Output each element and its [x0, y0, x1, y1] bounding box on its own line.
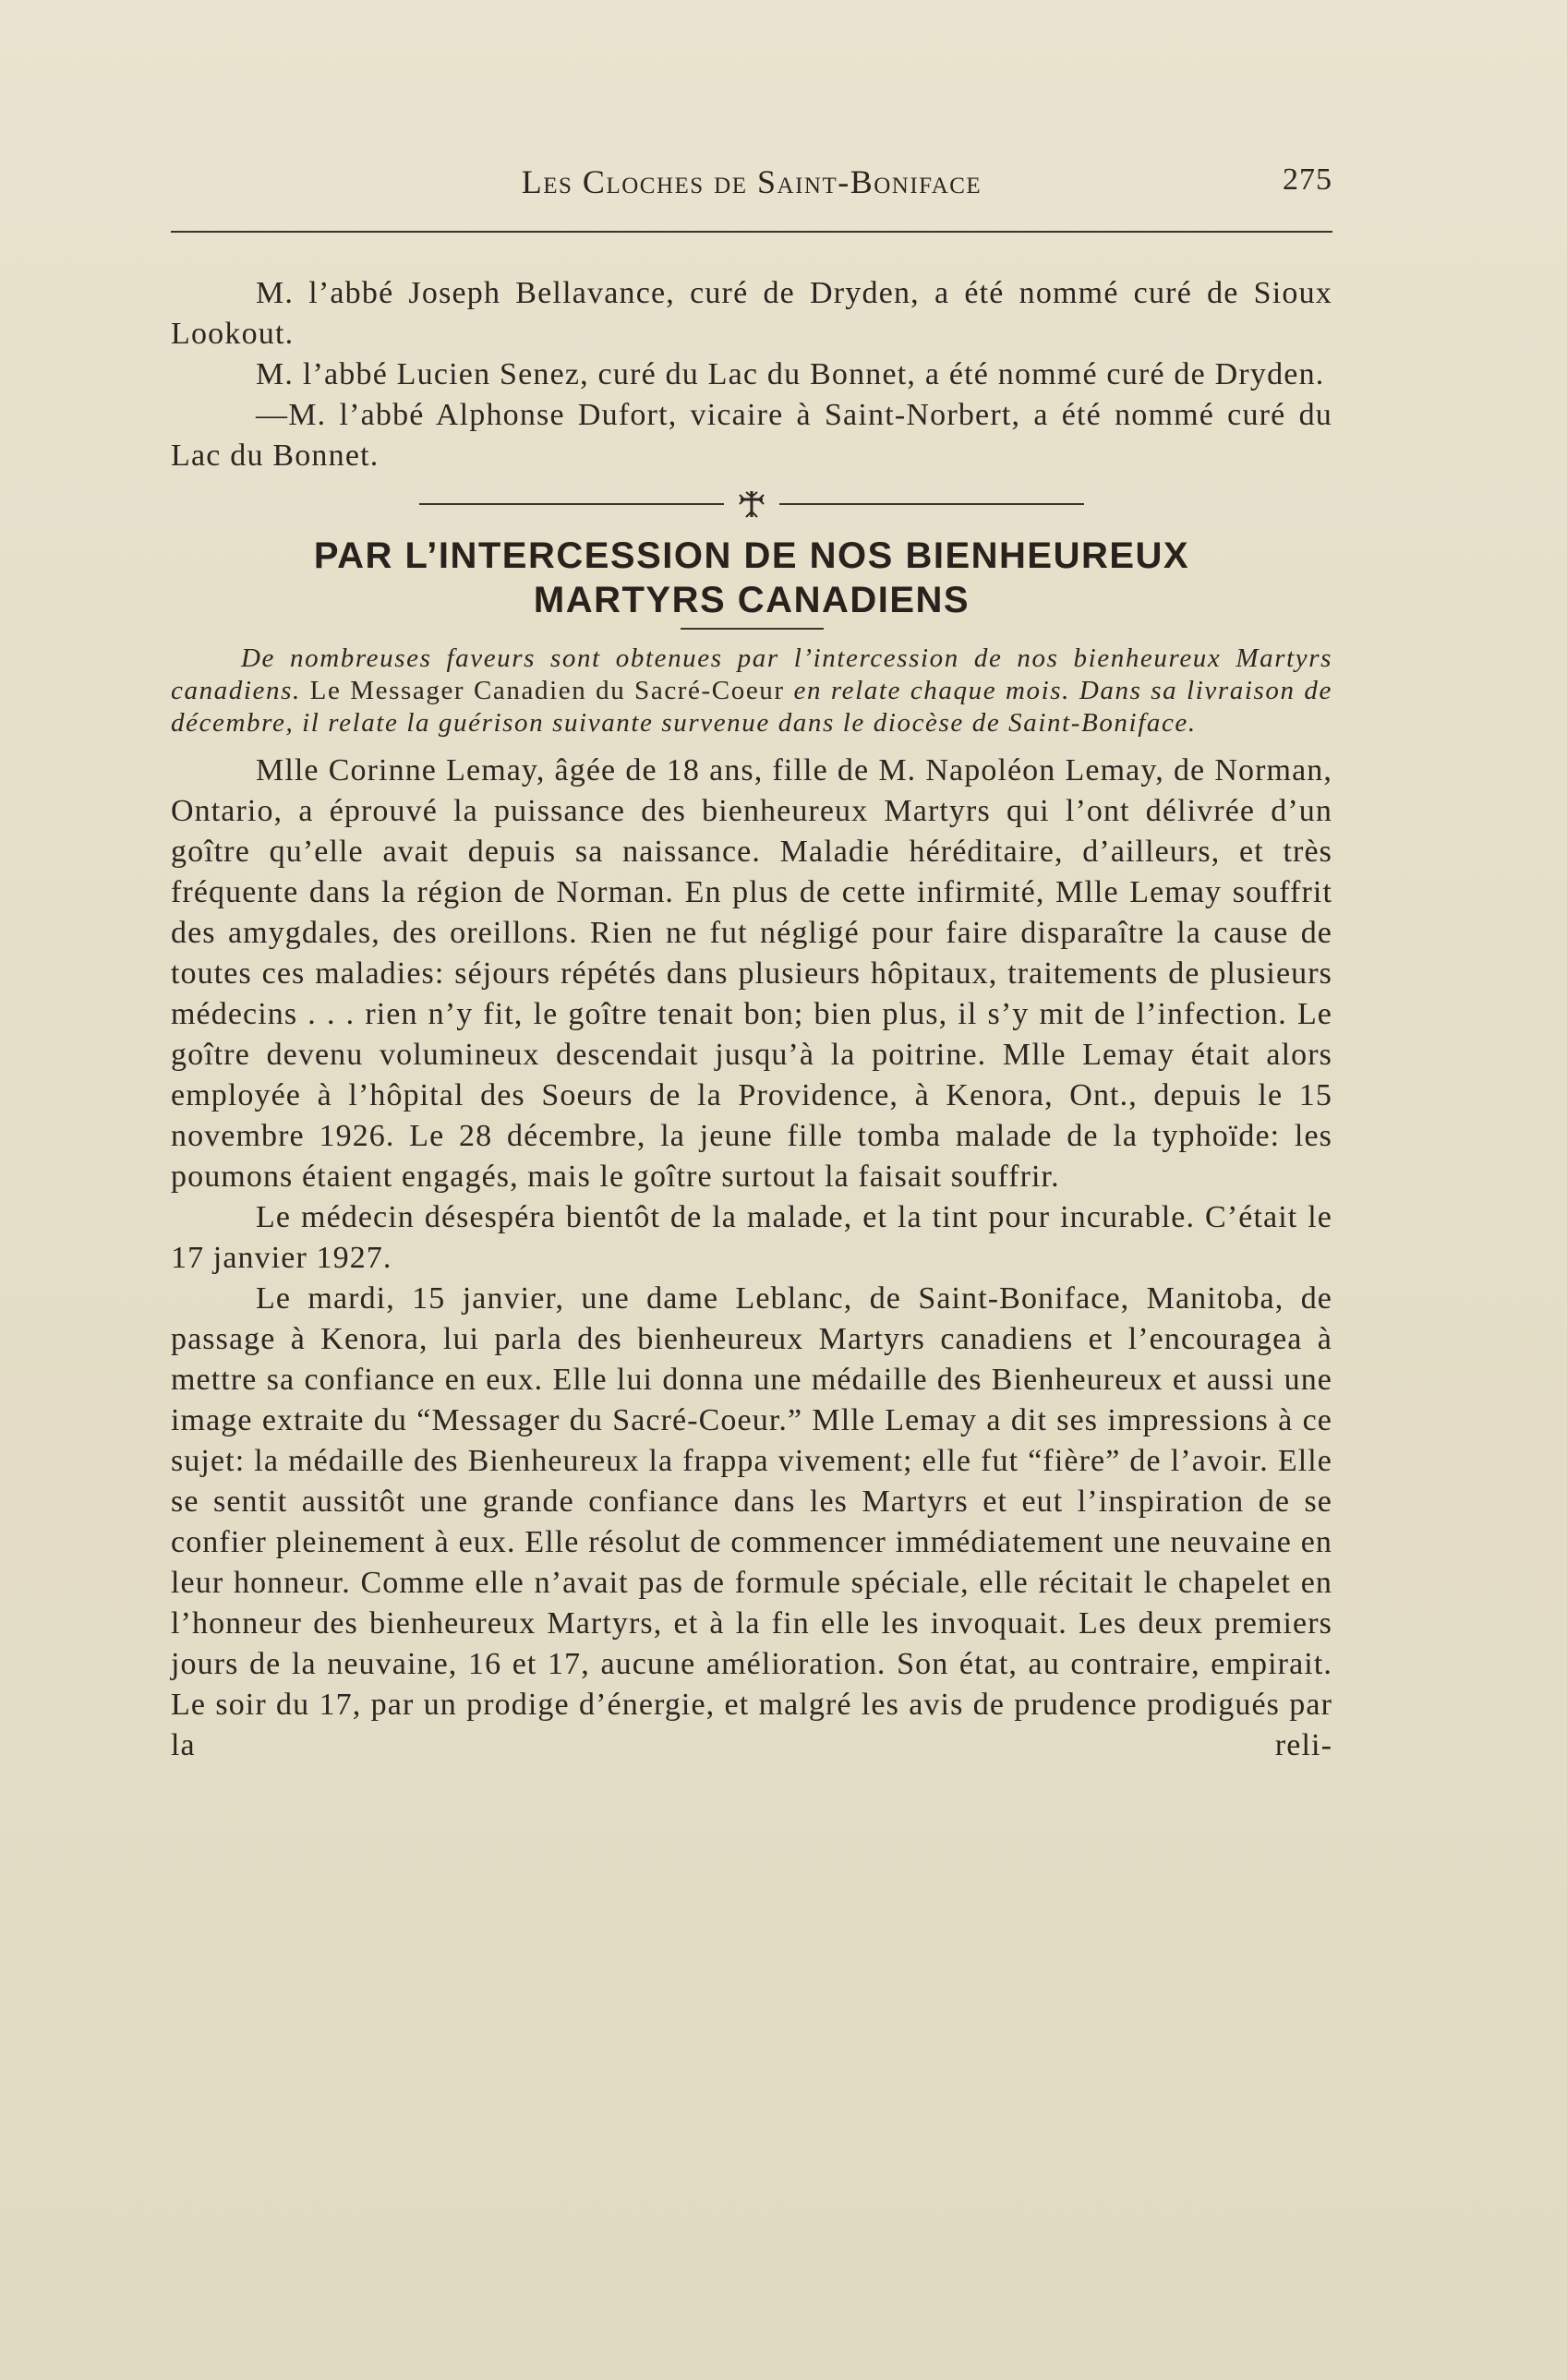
notice-paragraph: M. l’abbé Lucien Senez, curé du Lac du Bonnet, a été nommé curé de Dryden. [256, 357, 1325, 391]
running-title: Les Cloches de Saint-Boniface [521, 163, 982, 200]
intro-publication-name: Le Messager Canadien du Sacré-Coeur [309, 676, 785, 705]
body-paragraph: Le médecin désespéra bientôt de la malade, et la tint pour incurable. C’était le 17 janvier 1927. [171, 1200, 1332, 1275]
section-separator [419, 484, 1084, 524]
section-title-line-1: PAR L’INTERCESSION DE NOS BIENHEUREUX [313, 535, 1190, 576]
notice-paragraph: M. l’abbé Joseph Bellavance, curé de Dryden, a été nommé curé de Sioux Lookout. [171, 276, 1332, 351]
section-intro [171, 643, 1332, 739]
title-underline [681, 628, 824, 630]
body-paragraph: Mlle Corinne Lemay, âgée de 18 ans, fille de M. Napoléon Lemay, de Norman, Ontario, a éprouvé la puissance des bienheureux Martyrs qui l’ont délivrée d’un goître qu’elle avait depuis sa naissance. Maladie héréditaire, d’ailleurs, et très fréquente dans la région de Norman. En plus de cette infirmité, Mlle Lemay souffrit des amygdales, des oreillons. Rien ne fut négligé pour faire disparaître la cause de toutes ces maladies: séjours répétés dans plusieurs hôpitaux, traitements de plusieurs médecins . . . rien n’y fit, le goître tenait bon; bien plus, il s’y mit de l’infection. Le goître devenu volumineux descendait jusqu’à la poitrine. Mlle Lemay était alors employée à l’hôpital des Soeurs de la Providence, à Kenora, Ont., depuis le 15 novembre 1926. Le 28 décembre, la jeune fille tomba malade de la typhoïde: les poumons étaient engagés, mais le goître surtout la faisait souffrir. [171, 753, 1332, 1194]
page-content [171, 273, 1332, 1766]
separator-line-left [419, 503, 724, 505]
intro-text-part-2: en relate chaque mois. Dans sa livraison de décembre, il relate la guérison suivante survenue dans le diocèse de Saint-Boniface. [171, 676, 1332, 738]
section-title-line-2: MARTYRS CANADIENS [533, 580, 970, 620]
intro-text-part-1: De nombreuses faveurs sont obtenues par l’intercession de nos bienheureux Martyrs canadiens. [171, 643, 1332, 705]
body-paragraph: Le mardi, 15 janvier, une dame Leblanc, de Saint-Boniface, Manitoba, de passage à Kenora, lui parla des bienheureux Martyrs canadiens et l’encouragea à mettre sa confiance en eux. Elle lui donna une médaille des Bienheureux et aussi une image extraite du “Messager du Sacré-Coeur.” Mlle Lemay a dit ses impressions à ce sujet: la médaille des Bienheureux la frappa vivement; elle fut “fière” de l’avoir. Elle se sentit aussitôt une grande confiance dans les Martyrs et eut l’inspiration de se confier pleinement à eux. Elle résolut de commencer immédiatement une neuvaine en leur honneur. Comme elle n’avait pas de formule spéciale, elle récitait le chapelet en l’honneur des bienheureux Martyrs, et à la fin elle les invoquait. Les deux premiers jours de la neuvaine, 16 et 17, aucune amélioration. Son état, au contraire, empirait. Le soir du 17, par un prodige d’énergie, et malgré les avis de prudence prodigués par la reli- [171, 1281, 1332, 1762]
page-number: 275 [1283, 162, 1332, 197]
notice-paragraph: —M. l’abbé Alphonse Dufort, vicaire à Saint-Norbert, a été nommé curé du Lac du Bonnet. [171, 398, 1332, 473]
cross-ornament-icon [724, 488, 779, 520]
header-rule [171, 231, 1332, 233]
page-header [171, 159, 1332, 205]
separator-line-right [779, 503, 1084, 505]
